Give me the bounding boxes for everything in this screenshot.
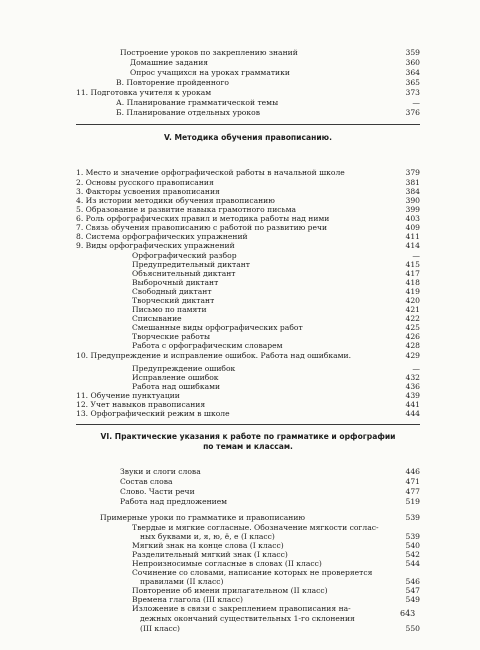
toc-entry (0, 241, 420, 251)
toc-entry-page: 414 (405, 241, 420, 250)
toc-entry-page: 365 (405, 78, 420, 87)
section-heading-continued: по темам и классам. (203, 442, 293, 451)
toc-entry (0, 351, 420, 361)
toc-entry-title: А. Планирование грамматической темы (116, 98, 279, 107)
toc-entry-title: (III класс) (140, 624, 180, 633)
toc-entry-title: Выборочный диктант (132, 278, 219, 287)
toc-entry (0, 48, 420, 58)
toc-entry (0, 477, 420, 487)
toc-entry-page: 399 (405, 205, 420, 214)
toc-entry-page: — (412, 251, 420, 260)
toc-entry (0, 614, 420, 624)
toc-entry-page: 444 (405, 409, 420, 418)
toc-entry (0, 58, 420, 68)
toc-entry (0, 409, 420, 419)
toc-entry-title: Списывание (132, 314, 182, 323)
toc-entry-title: Свободный диктант (132, 287, 212, 296)
toc-entry-page: 417 (405, 269, 420, 278)
toc-entry-title: Непроизносимые согласные в словах (II класс) (132, 559, 322, 568)
toc-entry-page: 422 (405, 314, 420, 323)
toc-entry-title: Твердые и мягкие согласные. Обозначение мягкости соглас- (132, 523, 379, 532)
toc-entry (0, 78, 420, 88)
toc-entry (0, 624, 420, 634)
toc-entry-page: 544 (405, 559, 420, 568)
toc-entry-page: 381 (405, 178, 420, 187)
toc-entry-title: Б. Планирование отдельных уроков (116, 108, 260, 117)
toc-entry-page: 547 (405, 586, 420, 595)
toc-entry-title: Слово. Части речи (120, 487, 195, 496)
toc-entry-page: 390 (405, 196, 420, 205)
toc-entry-title: 7. Связь обучения правописанию с работой по развитию речи (76, 223, 328, 232)
toc-entry-title: 9. Виды орфографических упражнений (76, 241, 235, 250)
toc-entry (0, 604, 420, 614)
toc-entry-title: 12. Учет навыков правописания (76, 400, 206, 409)
toc-entry-page: 539 (405, 513, 420, 522)
toc-entry-title: 13. Орфографический режим в школе (76, 409, 230, 418)
toc-entry-title: 3. Факторы усвоения правописания (76, 187, 220, 196)
toc-entry (0, 168, 420, 178)
toc-entry-page: 411 (405, 232, 420, 241)
toc-entry-title: Работа над ошибками (132, 382, 221, 391)
toc-entry-title: Исправление ошибок (132, 373, 219, 382)
toc-entry (0, 88, 420, 98)
toc-entry-title: 6. Роль орфографических правил и методика работы над ними (76, 214, 330, 223)
toc-entry-page: 546 (405, 577, 420, 586)
toc-entry-page: 439 (405, 391, 420, 400)
toc-entry-title: 10. Предупреждение и исправление ошибок. Работа над ошибками. (76, 351, 352, 360)
toc-entry-title: Состав слова (120, 477, 173, 486)
section-divider (76, 124, 420, 125)
toc-entry-title: Сочинение со словами, написание которых не проверяется (132, 568, 373, 577)
toc-entry (0, 487, 420, 497)
toc-entry-page: 419 (405, 287, 420, 296)
toc-entry-title: Письмо по памяти (132, 305, 207, 314)
toc-entry-page: 373 (405, 88, 420, 97)
section-heading: V. Методика обучения правописанию. (164, 133, 332, 142)
toc-entry-page: — (412, 364, 420, 373)
toc-entry (0, 68, 420, 78)
toc-entry-page: 359 (405, 48, 420, 57)
toc-entry-title: 11. Подготовка учителя к урокам (76, 88, 212, 97)
toc-entry-page: 549 (405, 595, 420, 604)
toc-entry-title: Изложение в связи с закреплением правописания на- (132, 604, 351, 613)
toc-entry (0, 108, 420, 118)
toc-entry (0, 513, 420, 523)
toc-entry-title: Работа над предложением (120, 497, 228, 506)
section-heading: VI. Практические указания к работе по грамматике и орфографии (100, 432, 396, 441)
toc-entry-page: 418 (405, 278, 420, 287)
toc-entry-page: 436 (405, 382, 420, 391)
toc-entry-title: 2. Основы русского правописания (76, 178, 214, 187)
toc-entry-title: Смешанные виды орфографических работ (132, 323, 303, 332)
toc-entry (0, 467, 420, 477)
toc-entry-title: Предупредительный диктант (132, 260, 250, 269)
toc-entry-title: Орфографический разбор (132, 251, 237, 260)
toc-entry-page: 429 (405, 351, 420, 360)
toc-entry (0, 98, 420, 108)
toc-entry-title: 1. Место и значение орфографической работы в начальной школе (76, 168, 345, 177)
toc-entry-page: 539 (405, 532, 420, 541)
toc-entry-page: 379 (405, 168, 420, 177)
toc-entry-page: 441 (405, 400, 420, 409)
toc-entry-page: 432 (405, 373, 420, 382)
toc-entry-title: Опрос учащихся на уроках грамматики (130, 68, 290, 77)
toc-entry-page: 446 (405, 467, 420, 476)
toc-entry-title: Мягкий знак на конце слова (I класс) (132, 541, 284, 550)
toc-entry (0, 497, 420, 507)
toc-entry-title: 4. Из истории методики обучения правописанию (76, 196, 275, 205)
toc-entry-page: 376 (405, 108, 420, 117)
toc-entry-title: В. Повторение пройденного (116, 78, 230, 87)
toc-entry-page: 360 (405, 58, 420, 67)
toc-entry-page: 421 (405, 305, 420, 314)
toc-entry-title: ных буквами и, я, ю, ё, е (I класс) (140, 532, 275, 541)
toc-entry-page: — (412, 98, 420, 107)
toc-entry-title: правилами (II класс) (140, 577, 224, 586)
toc-entry-page: 426 (405, 332, 420, 341)
toc-entry-title: Времена глагола (III класс) (132, 595, 243, 604)
toc-entry-title: Работа с орфографическим словарем (132, 341, 283, 350)
toc-entry-title: Разделительный мягкий знак (I класс) (132, 550, 288, 559)
toc-entry-page: 540 (405, 541, 420, 550)
toc-entry-title: Творческий диктант (132, 296, 215, 305)
page-number: 643 (400, 609, 416, 618)
toc-entry-title: 8. Система орфографических упражнений (76, 232, 248, 241)
toc-entry-page: 428 (405, 341, 420, 350)
toc-entry-page: 471 (405, 477, 420, 486)
toc-entry-page: 384 (405, 187, 420, 196)
toc-entry-title: Домашние задания (130, 58, 209, 67)
toc-entry-title: Построение уроков по закреплению знаний (120, 48, 298, 57)
toc-entry-page: 425 (405, 323, 420, 332)
toc-entry-title: Творческие работы (132, 332, 211, 341)
toc-entry-title: дежных окончаний существительных 1-го склонения (140, 614, 355, 623)
toc-entry-page: 415 (405, 260, 420, 269)
toc-entry-page: 420 (405, 296, 420, 305)
toc-entry-title: Звуки и слоги слова (120, 467, 201, 476)
toc-entry-title: Повторение об имени прилагательном (II класс) (132, 586, 328, 595)
toc-entry-page: 403 (405, 214, 420, 223)
section-divider (76, 424, 420, 425)
toc-entry-title: Примерные уроки по грамматике и правописанию (100, 513, 306, 522)
toc-entry-page: 550 (405, 624, 420, 633)
toc-entry-page: 364 (405, 68, 420, 77)
toc-entry-title: 11. Обучение пунктуации (76, 391, 180, 400)
toc-entry-page: 409 (405, 223, 420, 232)
toc-entry-title: 5. Образование и развитие навыка грамотного письма (76, 205, 297, 214)
toc-entry-page: 519 (405, 497, 420, 506)
toc-entry-page: 477 (405, 487, 420, 496)
toc-entry-title: Предупреждение ошибок (132, 364, 236, 373)
toc-entry (0, 341, 420, 351)
toc-entry-page: 542 (405, 550, 420, 559)
toc-entry-title: Объяснительный диктант (132, 269, 236, 278)
